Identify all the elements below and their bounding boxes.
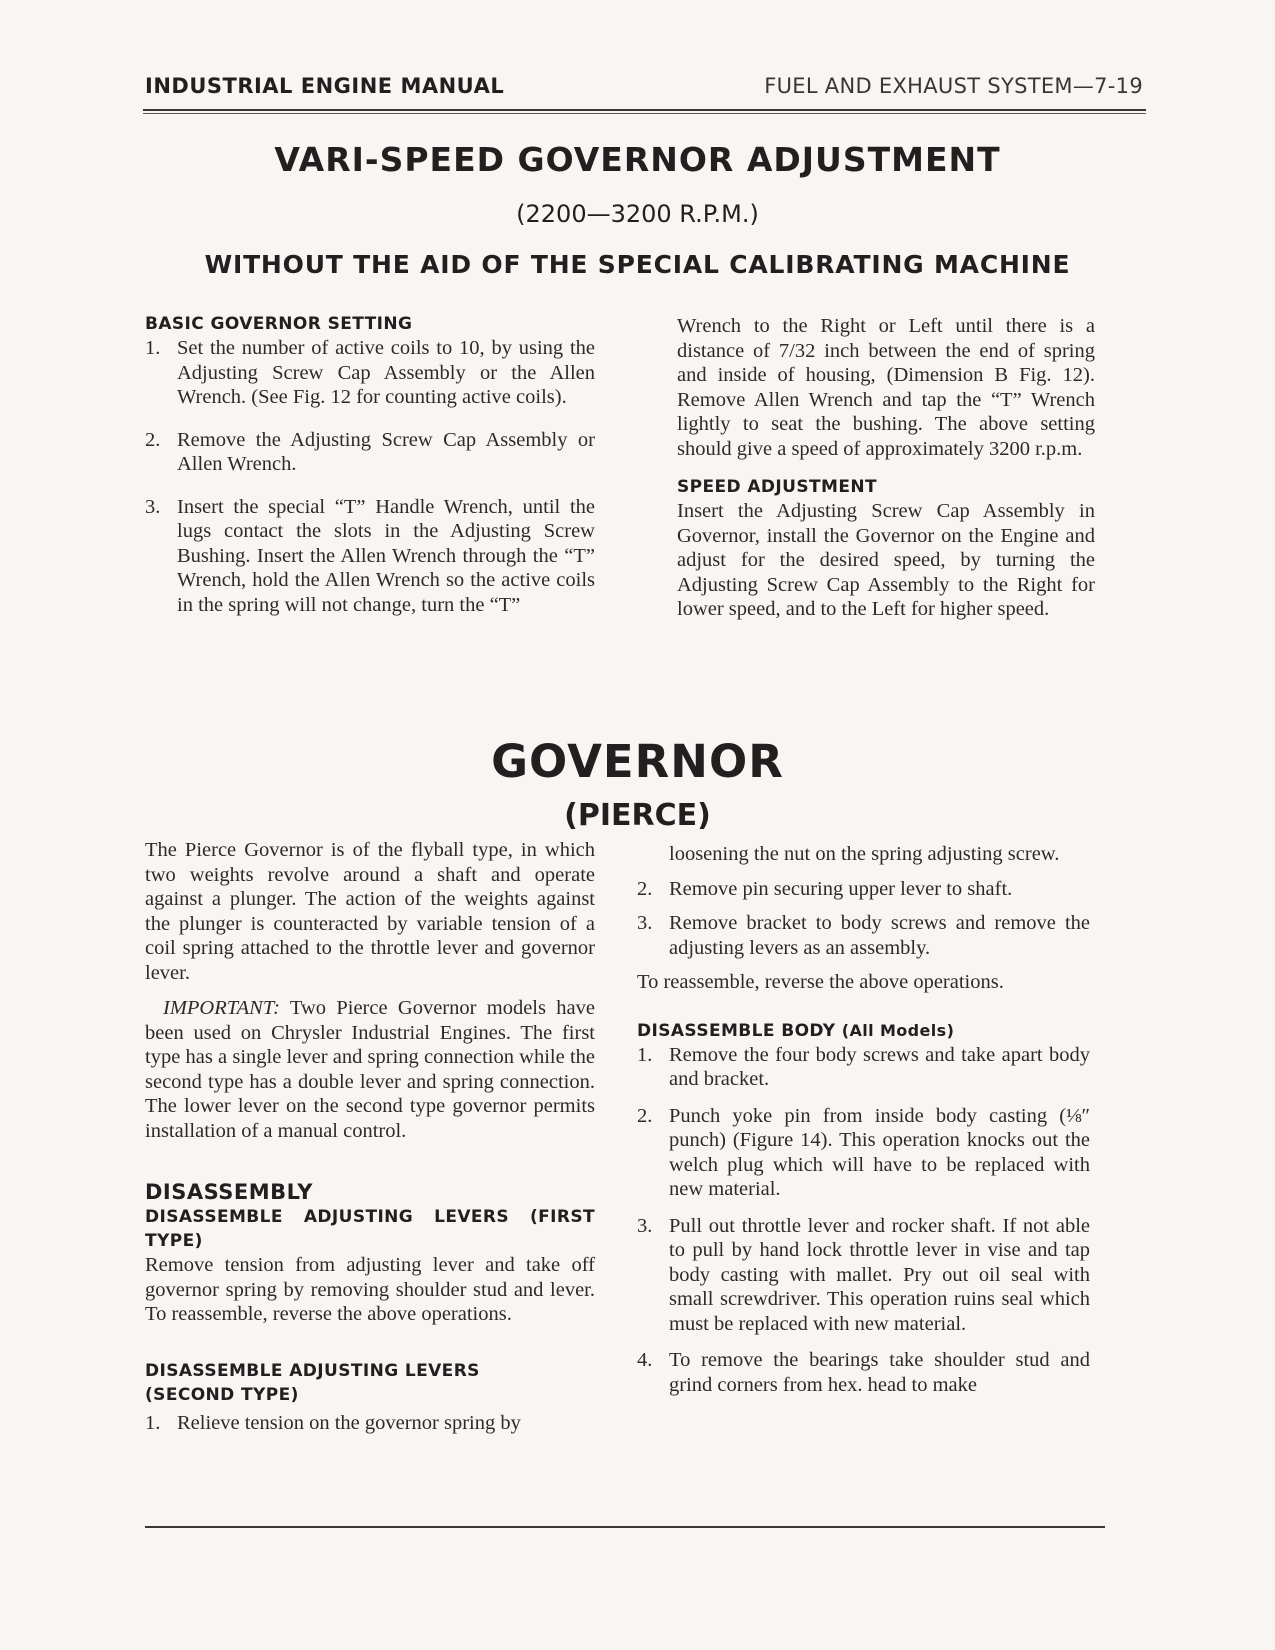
important-label: IMPORTANT: — [163, 997, 280, 1019]
list-item — [637, 911, 1090, 960]
step-text: Relieve tension on the governor spring by — [177, 1411, 521, 1434]
step-number: 2. — [637, 877, 653, 900]
second-type-heading: DISASSEMBLE ADJUSTING LEVERS (SECOND TYPE) — [145, 1360, 480, 1405]
reassemble-note: To reassemble, reverse the above operations. — [637, 971, 1004, 993]
important-note — [145, 996, 595, 1143]
step-text: Punch yoke pin from inside body casting (⅛″ punch) (Figure 14). This operation knocks out the welch plug which will have to be replaced with new material. — [669, 1104, 1090, 1200]
rpm-range: (2200—3200 R.P.M.) — [516, 200, 759, 228]
step-1-continuation: loosening the nut on the spring adjusting screw. — [669, 843, 1060, 865]
list-item — [637, 842, 1090, 867]
step-number: 3. — [145, 495, 161, 518]
step-text: Remove the Adjusting Screw Cap Assembly or Allen Wrench. — [177, 428, 595, 475]
step-text: Insert the special “T” Handle Wrench, until the lugs contact the slots in the Adjusting Screw Bushing. Insert the Allen Wrench through the “T” Wrench, hold the Allen Wrench so the active coils in the spring will not change, turn the “T” — [177, 495, 595, 616]
body-heading-note: (All Models) — [841, 1020, 955, 1040]
step-text: Pull out throttle lever and rocker shaft. If not able to pull by hand lock throttle lever in vise and tap body casting with mallet. Pry out oil seal with small screwdriver. This operation ruins seal which must be replaced with new material. — [669, 1214, 1090, 1335]
step-number: 2. — [145, 428, 161, 451]
list-item — [145, 495, 595, 618]
governor-subtitle: (PIERCE) — [564, 798, 711, 833]
step-number: 1. — [145, 1411, 161, 1434]
speed-adjustment-heading: SPEED ADJUSTMENT — [677, 477, 877, 497]
running-head — [145, 74, 1143, 104]
list-item — [637, 1214, 1090, 1337]
basic-setting-heading: BASIC GOVERNOR SETTING — [145, 314, 413, 334]
body-heading-text: DISASSEMBLE BODY — [637, 1020, 836, 1041]
list-item — [637, 877, 1090, 902]
footer-rule — [145, 1526, 1105, 1528]
governor-intro: The Pierce Governor is of the flyball type, in which two weights revolve around a shaft and operate against a plunger. The action of the weights against the plunger is counteracted by variable tension of a coil spring attached to the throttle lever and governor lever. — [145, 839, 595, 984]
section-page-number: FUEL AND EXHAUST SYSTEM—7-19 — [764, 74, 1143, 98]
important-text: Two Pierce Governor models have been used on Chrysler Industrial Engines. The first type has a single lever and spring connection while the second type has a double lever and spring connection. The lower lever on the second type governor permits installation of a manual control. — [145, 997, 595, 1142]
step-text: To remove the bearings take shoulder stud and grind corners from hex. head to make — [669, 1349, 1090, 1396]
step-3-continuation: Wrench to the Right or Left until there is a distance of 7/32 inch between the end of spring and inside of housing, (Dimension B Fig. 12). Remove Allen Wrench and tap the “T” Wrench lightly to seat the bushing. The above setting should give a speed of approximately 3200 r.p.m. — [677, 315, 1095, 460]
list-item — [637, 1043, 1090, 1092]
list-item — [145, 428, 595, 477]
step-text: Remove the four body screws and take apart body and bracket. — [669, 1043, 1090, 1090]
body-heading — [637, 1019, 1090, 1043]
basic-setting-column — [145, 312, 595, 617]
list-item — [145, 1411, 595, 1436]
step-number: 3. — [637, 912, 653, 934]
step-number: 1. — [637, 1043, 653, 1066]
first-type-text: Remove tension from adjusting lever and take off governor spring by removing shoulder stud and lever. To reassemble, reverse the above operations. — [145, 1254, 595, 1325]
section-subtitle: WITHOUT THE AID OF THE SPECIAL CALIBRATING MACHINE — [204, 250, 1071, 279]
step-text: Set the number of active coils to 10, by using the Adjusting Screw Cap Assembly or the Allen Wrench. (See Fig. 12 for counting active coils). — [177, 337, 595, 408]
governor-title: GOVERNOR — [491, 735, 784, 788]
list-item — [145, 336, 595, 410]
first-type-heading: DISASSEMBLE ADJUSTING LEVERS (FIRST TYPE) — [145, 1207, 595, 1251]
header-rule — [143, 109, 1146, 114]
step-number: 2. — [637, 1104, 653, 1127]
step-number: 3. — [637, 1214, 653, 1237]
step-text: Remove pin securing upper lever to shaft. — [669, 877, 1013, 900]
speed-adjustment-column — [677, 314, 1095, 622]
step-text: Remove bracket to body screws and remove the adjusting levers as an assembly. — [669, 912, 1090, 959]
governor-left-column — [145, 838, 595, 1435]
governor-right-column — [637, 842, 1090, 1397]
step-number: 4. — [637, 1349, 653, 1371]
step-number: 1. — [145, 337, 161, 359]
speed-adjustment-text: Insert the Adjusting Screw Cap Assembly in Governor, install the Governor on the Engine and adjust for the desired speed, by turning the Adjusting Screw Cap Assembly to the Right for lower speed, and to the Left for higher speed. — [677, 500, 1095, 620]
section-title: VARI-SPEED GOVERNOR ADJUSTMENT — [274, 140, 1001, 179]
list-item — [637, 1348, 1090, 1397]
list-item — [637, 1104, 1090, 1202]
disassembly-heading: DISASSEMBLY — [145, 1180, 313, 1204]
manual-title: INDUSTRIAL ENGINE MANUAL — [145, 74, 505, 98]
